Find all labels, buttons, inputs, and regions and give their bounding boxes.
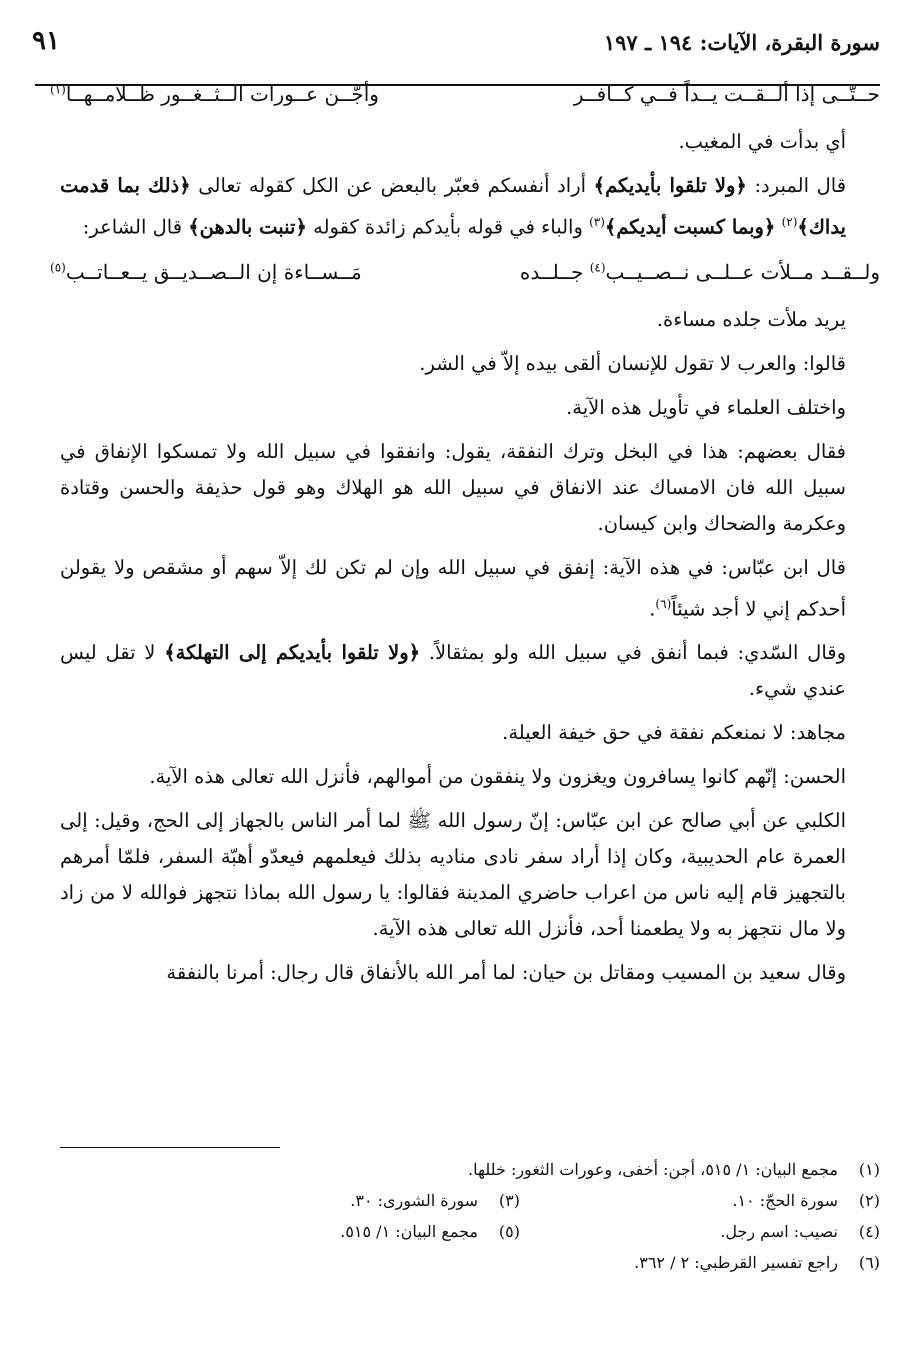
footnote-number: (١) (858, 1160, 880, 1179)
footnote-ref: (٤) (589, 259, 606, 274)
footnote-number: (٤) (858, 1222, 880, 1241)
footnote-row (60, 1160, 880, 1191)
footnote-ref: (٥) (50, 259, 66, 274)
text-run: والباء في قوله بأيدكم زائدة كقوله (306, 215, 590, 239)
footnotes (60, 1160, 880, 1284)
footnote-text: نصيب: اسم رجل. (720, 1222, 838, 1241)
verse-hemistich-1: حــتّــى إذا ألــقــت يــداً فــي كــافــر (573, 82, 880, 106)
footnote-number: (٥) (498, 1222, 520, 1241)
footnote-ref: (٣) (589, 215, 605, 229)
hemistich-text: جــلــده (519, 259, 590, 284)
paragraph (60, 168, 880, 246)
quran-quote: ﴿ولا تلقوا بأيديكم إلى التهلكة﴾ (164, 641, 421, 664)
footnote-row (60, 1253, 880, 1284)
footnote-number: (٢) (858, 1191, 880, 1210)
paragraph: مجاهد: لا نمنعكم نفقة في حق خيفة العيلة. (502, 721, 846, 744)
quran-quote: ﴿وبما كسبت أيديكم﴾ (604, 215, 776, 239)
running-title: سورة البقرة، الآيات: ١٩٤ ـ ١٩٧ (603, 30, 880, 55)
hemistich-text: وأجّــن عــورات الــثــغــور ظــلامــهــا (65, 82, 379, 106)
verse-hemistich-2 (50, 260, 362, 284)
footnote-item (634, 1253, 880, 1272)
paragraph: واختلف العلماء في تأويل هذه الآية. (566, 395, 846, 419)
text-run: أراد أنفسكم فعبّر بالبعض عن الكل كقوله تعالى (190, 174, 594, 197)
footnote-text: سورة الشورى: ٣٠. (350, 1191, 478, 1210)
footnote-ref: (١) (50, 82, 66, 97)
poem-verse-1 (50, 76, 880, 124)
text-run: قال ابن عبّاس: في هذه الآية: إنفق في سبيل الله وإن لم تكن لك إلاّ سهم أو مشقص ولا يقولن أحدكم إني لا أجد شيئاً (60, 555, 846, 620)
footnote-text: مجمع البيان: ١/ ٥١٥، أجن: أخفى، وعورات الثغور: خللها. (468, 1160, 838, 1179)
footnote-item (340, 1222, 520, 1241)
footnote-separator (60, 1147, 280, 1148)
verse-hemistich-2 (50, 82, 379, 106)
text-run: قال الشاعر: (82, 215, 189, 239)
page-number: ٩١ (32, 26, 60, 56)
hemistich-text: ولــقــد مــلأت عــلــى نــصــيــب (605, 259, 880, 284)
footnote-row (60, 1191, 880, 1222)
footnote-item (350, 1191, 520, 1210)
paragraph: قالوا: والعرب لا تقول للإنسان ألقى بيده إلاّ في الشر. (419, 351, 846, 375)
text-run: وقال السّدي: فبما أنفق في سبيل الله ولو بمثقالاً. (420, 641, 847, 664)
paragraph: فقال بعضهم: هذا في البخل وترك النفقة، يقول: وانفقوا في سبيل الله ولا تمسكوا الإنفاق في سبيل الله فان الامساك عند الانفاق في سبيل الله هو الهلاك وهو قول حذيفة والحسن وقتادة وعكرمة والضحاك وابن كيسان. (60, 439, 846, 535)
paragraph: وقال سعيد بن المسيب ومقاتل بن حيان: لما أمر الله بالأنفاق قال رجال: أمرنا بالنفقة (166, 961, 846, 984)
poem-verse-2 (50, 254, 880, 302)
paragraph: أي بدأت في المغيب. (678, 130, 846, 153)
footnote-item (720, 1222, 880, 1241)
verse-hemistich-1 (520, 260, 880, 284)
page-header (32, 24, 880, 64)
footnote-ref: (٦) (655, 596, 672, 611)
footnote-text: سورة الحجّ: ١٠. (732, 1191, 838, 1210)
footnote-number: (٣) (498, 1191, 520, 1210)
footnote-row (60, 1222, 880, 1253)
text-run: لا تقل ليس عندي شيء. (60, 641, 846, 700)
paragraph: الحسن: إنّهم كانوا يسافرون ويغزون ولا ينفقون من أموالهم، فأنزل الله تعالى هذه الآية. (149, 765, 846, 788)
text-run: . (649, 597, 656, 620)
quran-quote: ﴿ولا تلقوا بأيديكم﴾ (593, 174, 747, 197)
book-page (32, 0, 880, 1371)
paragraph (60, 635, 880, 707)
footnote-text: راجع تفسير القرطبي: ٢ / ٣٦٢. (634, 1253, 838, 1272)
hemistich-text: مَــســاءة إن الــصــديــق يــعــاتــب (65, 259, 362, 284)
footnote-ref: (٢) (781, 215, 798, 229)
text-run: قال المبرد: (746, 174, 847, 197)
footnote-item (732, 1191, 880, 1210)
footnote-text: مجمع البيان: ١/ ٥١٥. (340, 1222, 478, 1241)
quran-quote: ﴿ذلك بما قدمت يداك﴾ (60, 174, 846, 239)
paragraph (60, 550, 880, 628)
quran-quote: ﴿تنبت بالدهن﴾ (188, 215, 307, 239)
page-body (50, 76, 880, 999)
paragraph: الكلبي عن أبي صالح عن ابن عبّاس: إنّ رسول الله ﷺ لما أمر الناس بالجهاز إلى الحج، وقيل: إلى العمرة عام الحديبية، وكان إذا أراد سفر نادى مناديه بذلك فيعلمهم فيعدّو أهبّة السفر، فلمّا أمرهم بالتجهيز قام إليه ناس من اعراب حاضري المدينة فقالوا: يا رسول الله بماذا نتجهز فوالله لا من زاد ولا مال نتجهز به ولا يطعمنا أحد، فأنزل الله تعالى هذه الآية. (60, 809, 846, 940)
footnote-item (468, 1160, 880, 1179)
footnote-number: (٦) (858, 1253, 880, 1272)
paragraph: يريد ملأت جلده مساءة. (656, 307, 846, 331)
